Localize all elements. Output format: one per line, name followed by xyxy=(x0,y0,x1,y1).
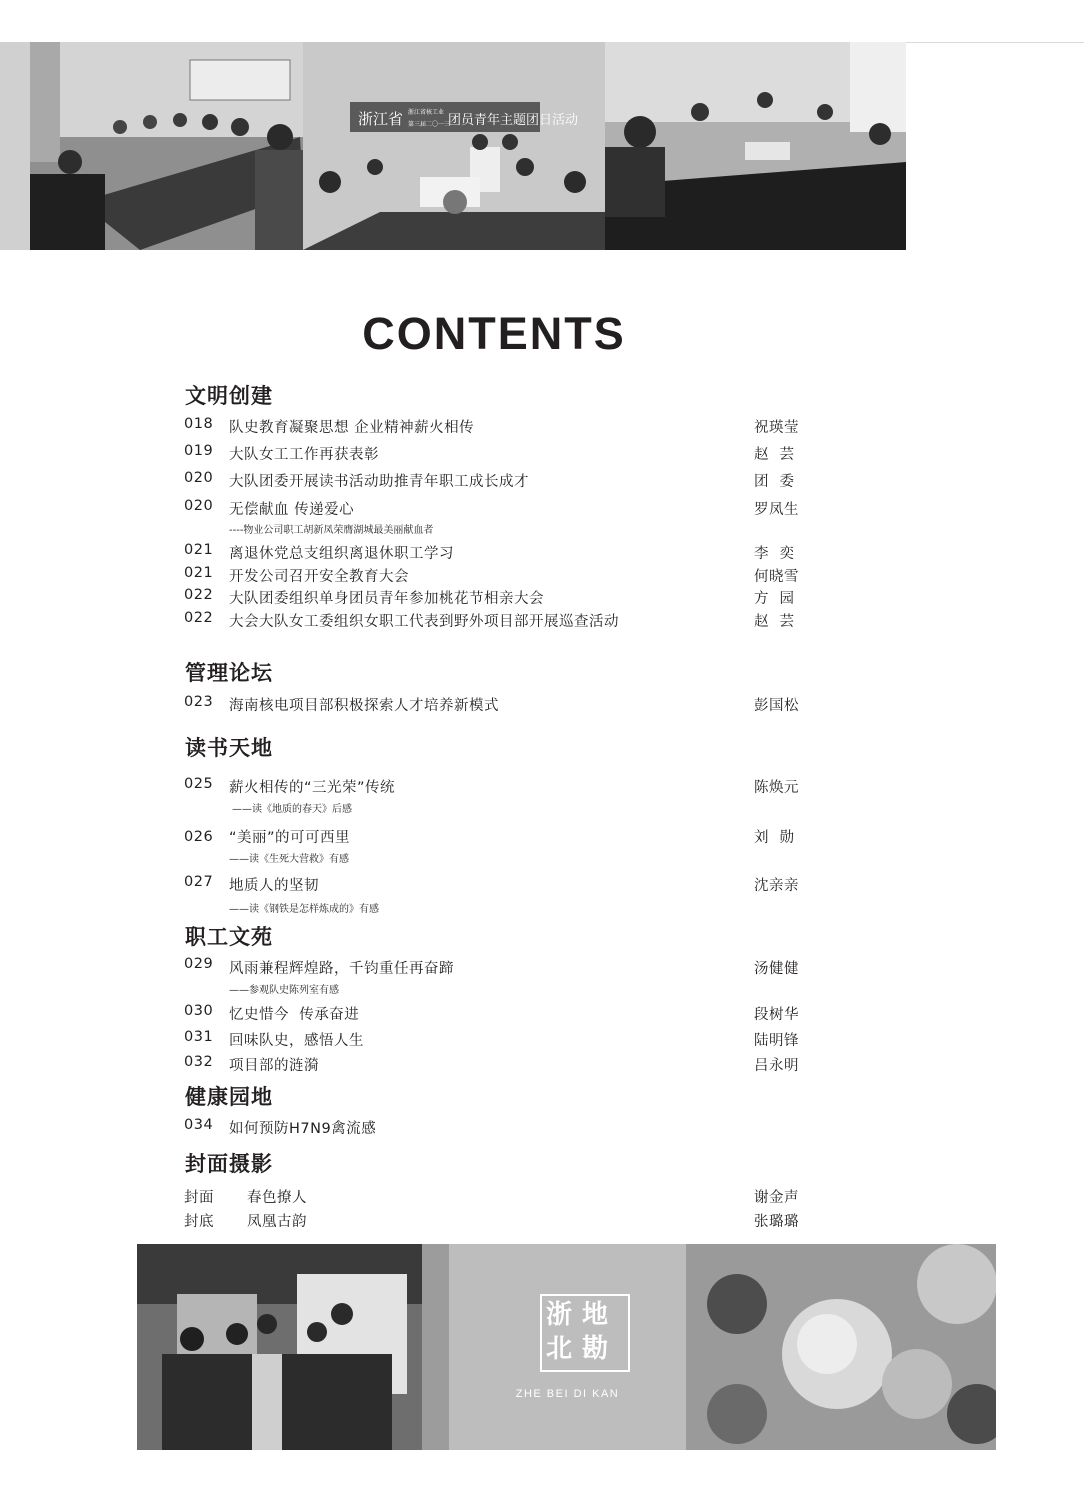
entry-title: 风雨兼程辉煌路，千钧重任再奋蹄 xyxy=(229,961,454,977)
entry-author: 方园 xyxy=(754,591,805,607)
entry-author: 赵芸 xyxy=(754,614,805,630)
section-heading-reading: 读书天地 xyxy=(185,736,273,760)
entry-author: 赵芸 xyxy=(754,447,805,463)
page-number: 030 xyxy=(184,1003,214,1019)
entry-author: 罗凤生 xyxy=(754,502,799,518)
entry-title: 如何预防H7N9禽流感 xyxy=(229,1121,377,1137)
flower-photo xyxy=(686,1244,996,1450)
section-heading-civilization: 文明创建 xyxy=(185,384,273,408)
meeting-photo-3 xyxy=(605,42,906,250)
logo-english-text: ZHE BEI DI KAN xyxy=(515,1388,620,1400)
entry-author: 李奕 xyxy=(754,546,805,562)
entry-author: 刘勋 xyxy=(754,830,805,846)
toc-entry[interactable] xyxy=(184,1029,824,1049)
entry-title: 回味队史，感悟人生 xyxy=(229,1033,364,1049)
entry-title: “美丽”的可可西里 xyxy=(229,830,351,846)
page-number: 026 xyxy=(184,829,214,845)
toc-entry[interactable] xyxy=(184,826,824,846)
toc-entry[interactable] xyxy=(184,1210,824,1230)
entry-title: 无偿献血 传递爱心 xyxy=(229,502,355,518)
entry-title: 忆史惜今 传承奋进 xyxy=(229,1007,360,1023)
entry-author: 张璐璐 xyxy=(754,1214,799,1230)
entry-author: 陈焕元 xyxy=(754,780,799,796)
banner-event: 团员青年主题团日活动 xyxy=(448,113,579,128)
section-heading-literature: 职工文苑 xyxy=(185,925,273,949)
section-heading-health: 健康园地 xyxy=(185,1085,273,1109)
page-number: 020 xyxy=(184,470,214,486)
toc-entry[interactable] xyxy=(184,1186,824,1206)
entry-author: 吕永明 xyxy=(754,1058,799,1074)
page-number: 021 xyxy=(184,565,214,581)
entry-author: 谢金声 xyxy=(754,1190,799,1206)
page-number: 034 xyxy=(184,1117,214,1133)
page-number: 018 xyxy=(184,416,214,432)
page-number: 027 xyxy=(184,874,214,890)
entry-subtitle: ——参观队史陈列室有感 xyxy=(229,985,339,996)
page-number: 032 xyxy=(184,1054,214,1070)
exhibition-photo xyxy=(137,1244,449,1450)
page-title: CONTENTS xyxy=(362,308,626,359)
banner-province: 浙江省 xyxy=(358,110,404,128)
entry-title: 大会大队女工委组织女职工代表到野外项目部开展巡查活动 xyxy=(229,614,619,630)
toc-entry[interactable] xyxy=(184,694,824,714)
entry-subtitle: ----物业公司职工胡新凤荣膺湖城最美丽献血者 xyxy=(229,525,434,536)
svg-text:浙江省核工业: 浙江省核工业 xyxy=(408,109,445,116)
page-number: 023 xyxy=(184,694,214,710)
toc-entry[interactable] xyxy=(184,1117,824,1137)
entry-author: 陆明锋 xyxy=(754,1033,799,1049)
toc-entry[interactable] xyxy=(184,542,824,562)
entry-author: 段树华 xyxy=(754,1007,799,1023)
toc-entry[interactable] xyxy=(184,443,824,463)
entry-subtitle: ——读《地质的春天》后感 xyxy=(232,804,352,815)
svg-text:第三届二〇一三: 第三届二〇一三 xyxy=(408,121,451,128)
entry-subtitle: ——读《生死大营救》有感 xyxy=(229,854,349,865)
toc-entry[interactable] xyxy=(184,956,824,976)
entry-title: 大队团委组织单身团员青年参加桃花节相亲大会 xyxy=(229,591,544,607)
entry-author: 彭国松 xyxy=(754,698,799,714)
page-label: 封底 xyxy=(184,1214,214,1230)
entry-subtitle: ——读《钢铁是怎样炼成的》有感 xyxy=(229,904,379,915)
page-number: 019 xyxy=(184,443,214,459)
page-number: 031 xyxy=(184,1029,214,1045)
entry-author: 祝瑛莹 xyxy=(754,420,799,436)
entry-author: 沈亲亲 xyxy=(754,878,799,894)
toc-entry[interactable] xyxy=(184,587,824,607)
page-number: 025 xyxy=(184,776,214,792)
toc-entry[interactable] xyxy=(184,416,824,436)
entry-author: 汤健健 xyxy=(754,961,799,977)
entry-title: 地质人的坚韧 xyxy=(229,878,319,894)
page-number: 020 xyxy=(184,498,214,514)
toc-entry[interactable] xyxy=(184,874,824,894)
page-number: 021 xyxy=(184,542,214,558)
meeting-photo-2 xyxy=(303,42,605,250)
entry-author: 何晓雪 xyxy=(754,569,799,585)
meeting-photo-1 xyxy=(30,42,303,250)
top-photo-strip xyxy=(0,42,1084,250)
toc-entry[interactable] xyxy=(184,470,824,490)
toc-entry[interactable] xyxy=(184,776,824,796)
entry-title: 开发公司召开安全教育大会 xyxy=(229,569,409,585)
section-heading-cover-photo: 封面摄影 xyxy=(185,1152,273,1176)
entry-title: 薪火相传的“三光荣”传统 xyxy=(229,780,396,796)
toc-entry[interactable] xyxy=(184,610,824,630)
toc-entry[interactable] xyxy=(184,565,824,585)
entry-title: 大队团委开展读书活动助推青年职工成长成才 xyxy=(229,474,529,490)
toc-entry[interactable] xyxy=(184,1003,824,1023)
zhebeidikan-logo: 浙 地 北 勘 xyxy=(540,1294,630,1372)
entry-author: 团委 xyxy=(754,474,805,490)
entry-title: 离退休党总支组织离退休职工学习 xyxy=(229,546,454,562)
page-number: 029 xyxy=(184,956,214,972)
entry-title: 大队女工工作再获表彰 xyxy=(229,447,379,463)
entry-title: 项目部的涟漪 xyxy=(229,1058,319,1074)
page-number: 022 xyxy=(184,587,214,603)
page-number: 022 xyxy=(184,610,214,626)
entry-title: 凤凰古韵 xyxy=(247,1214,307,1230)
toc-entry[interactable] xyxy=(184,498,824,518)
toc-entry[interactable] xyxy=(184,1054,824,1074)
entry-title: 队史教育凝聚思想 企业精神薪火相传 xyxy=(229,420,475,436)
page-label: 封面 xyxy=(184,1190,214,1206)
section-heading-management: 管理论坛 xyxy=(185,661,273,685)
entry-title: 海南核电项目部积极探索人才培养新模式 xyxy=(229,698,499,714)
entry-title: 春色撩人 xyxy=(247,1190,307,1206)
